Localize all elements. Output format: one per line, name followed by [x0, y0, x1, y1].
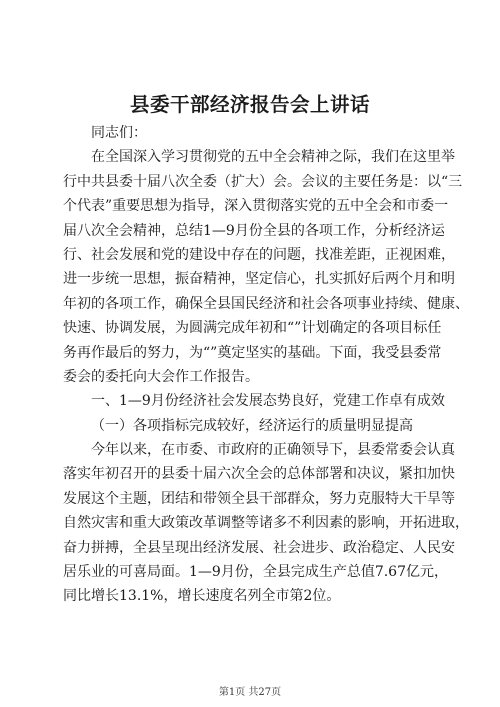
paragraph2-line: 今年以来，在市委、市政府的正确领导下，县委常委会认真	[91, 442, 455, 459]
paragraph2-line: 同比增长13.1%，增长速度名列全市第2位。	[63, 588, 341, 605]
section-heading-1: 一、1—9月份经济社会发展态势良好，党建工作卓有成效	[91, 393, 445, 410]
document-body	[63, 121, 469, 609]
paragraph1-line: 在全国深入学习贯彻党的五中全会精神之际，我们在这里举	[91, 149, 455, 166]
paragraph2-line: 自然灾害和重大政策改革调整等诸多不利因素的影响，开拓进取，	[63, 515, 469, 532]
document-title: 县委干部经济报告会上讲话	[129, 93, 370, 116]
paragraph1-line: 行中共县委十届八次全委（扩大）会。会议的主要任务是：以“三	[63, 173, 463, 190]
section-heading-2: （一）各项指标完成较好，经济运行的质量明显提高	[91, 417, 413, 434]
paragraph1-line: 行、社会发展和党的建设中存在的问题，找准差距，正视困难，	[63, 246, 455, 263]
paragraph2-line: 奋力拼搏，全县呈现出经济发展、社会进步、政治稳定、人民安	[63, 539, 455, 556]
paragraph2-line: 落实年初召开的县委十届六次全会的总体部署和决议，紧扣加快	[63, 466, 455, 483]
paragraph1-line: 进一步统一思想，振奋精神，坚定信心，扎实抓好后两个月和明	[63, 271, 455, 288]
paragraph1-line: 年初的各项工作，确保全县国民经济和社会各项事业持续、健康、	[63, 295, 469, 312]
paragraph1-line: 委会的委托向大会作工作报告。	[63, 368, 259, 385]
page-footer: 第1页 共27页	[218, 687, 282, 698]
paragraph1-line: 个代表”重要思想为指导，深入贯彻落实党的五中全会和市委一	[63, 198, 449, 215]
paragraph1-line: 届八次全会精神，总结1—9月份全县的各项工作，分析经济运	[63, 222, 445, 239]
paragraph2-line: 发展这个主题，团结和带领全县干部群众，努力克服特大干旱等	[63, 490, 455, 507]
salutation: 同志们：	[91, 125, 147, 141]
paragraph2-line: 居乐业的可喜局面。1—9月份，全县完成生产总值7.67亿元，	[63, 564, 448, 581]
paragraph1-line: 务再作最后的努力，为“”奠定坚实的基础。下面，我受县委常	[63, 344, 442, 361]
paragraph1-line: 快速、协调发展，为圆满完成年初和“”计划确定的各项目标任	[63, 320, 442, 337]
